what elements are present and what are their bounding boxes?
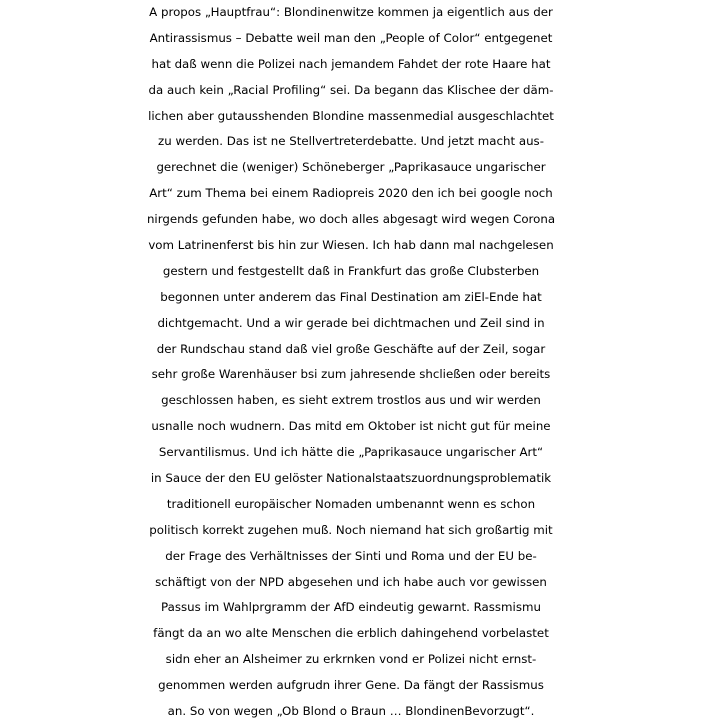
- text-line: lichen aber gutausshenden Blondine massenmedial ausgeschlachtet: [148, 108, 554, 123]
- text-line: in Sauce der den EU gelöster Nationalstaatszuordnungsproblematik: [150, 471, 552, 486]
- text-line: geschlossen haben, es sieht extrem trostlos aus und wir werden: [161, 393, 541, 408]
- text-line: hat daß wenn die Polizei nach jemandem Fahdet der rote Haare hat: [151, 56, 551, 71]
- text-line: dichtgemacht. Und a wir gerade bei dichtmachen und Zeil sind in: [157, 315, 545, 330]
- text-line: Servantilismus. Und ich hätte die „Paprikasauce ungarischer Art“: [158, 445, 544, 460]
- text-line: usnalle noch wudnern. Das mitd em Oktober ist nicht gut für meine: [151, 419, 551, 434]
- text-line: gerechnet die (weniger) Schöneberger „Paprikasauce ungarischer: [156, 160, 546, 175]
- text-line: A propos „Hauptfrau“: Blondinenwitze kommen ja eigentlich aus der: [149, 5, 553, 19]
- text-line: nirgends gefunden habe, wo doch alles abgesagt wird wegen Corona: [146, 212, 556, 227]
- text-line: Antirassismus – Debatte weil man den „People of Color“ entgegenet: [149, 30, 553, 45]
- text-line: Passus im Wahlprgramm der AfD eindeutig gewarnt. Rassmismu: [161, 600, 541, 615]
- text-line: da auch kein „Racial Profiling“ sei. Da begann das Klischee der däm-: [148, 82, 554, 97]
- text-line: fängt da an wo alte Menschen die erblich dahingehend vorbelastet: [153, 626, 549, 641]
- text-line: politisch korrekt zugehen muß. Noch niemand hat sich großartig mit: [149, 522, 553, 537]
- text-line: vom Latrinenferst bis hin zur Wiesen. Ich hab dann mal nachgelesen: [148, 238, 554, 253]
- text-line: traditionell europäischer Nomaden umbenannt wenn es schon: [166, 496, 536, 511]
- text-line: genommen werden aufgrudn ihrer Gene. Da fängt der Rassismus: [158, 678, 544, 693]
- text-line: sidn eher an Alsheimer zu erkrnken vond er Polizei nicht ernst-: [165, 652, 537, 667]
- text-line: sehr große Warenhäuser bsi zum jahresende shcließen oder bereits: [151, 367, 551, 382]
- text-line: zu werden. Das ist ne Stellvertreterdebatte. Und jetzt macht aus-: [158, 134, 544, 149]
- text-line: der Frage des Verhältnisses der Sinti und Roma und der EU be-: [165, 548, 537, 563]
- text-line: begonnen unter anderem das Final Destination am ziEl-Ende hat: [160, 289, 542, 304]
- text-line: an. So von wegen „Ob Blond o Braun … BlondinenBevorzugt“.: [167, 704, 535, 719]
- text-line: gestern und festgestellt daß in Frankfurt das große Clubsterben: [162, 263, 540, 278]
- text-line: der Rundschau stand daß viel große Geschäfte auf der Zeil, sogar: [156, 341, 546, 356]
- text-line: schäftigt von der NPD abgesehen und ich habe auch vor gewissen: [155, 574, 547, 589]
- text-line: Art“ zum Thema bei einem Radiopreis 2020 den ich bei google noch: [149, 186, 553, 201]
